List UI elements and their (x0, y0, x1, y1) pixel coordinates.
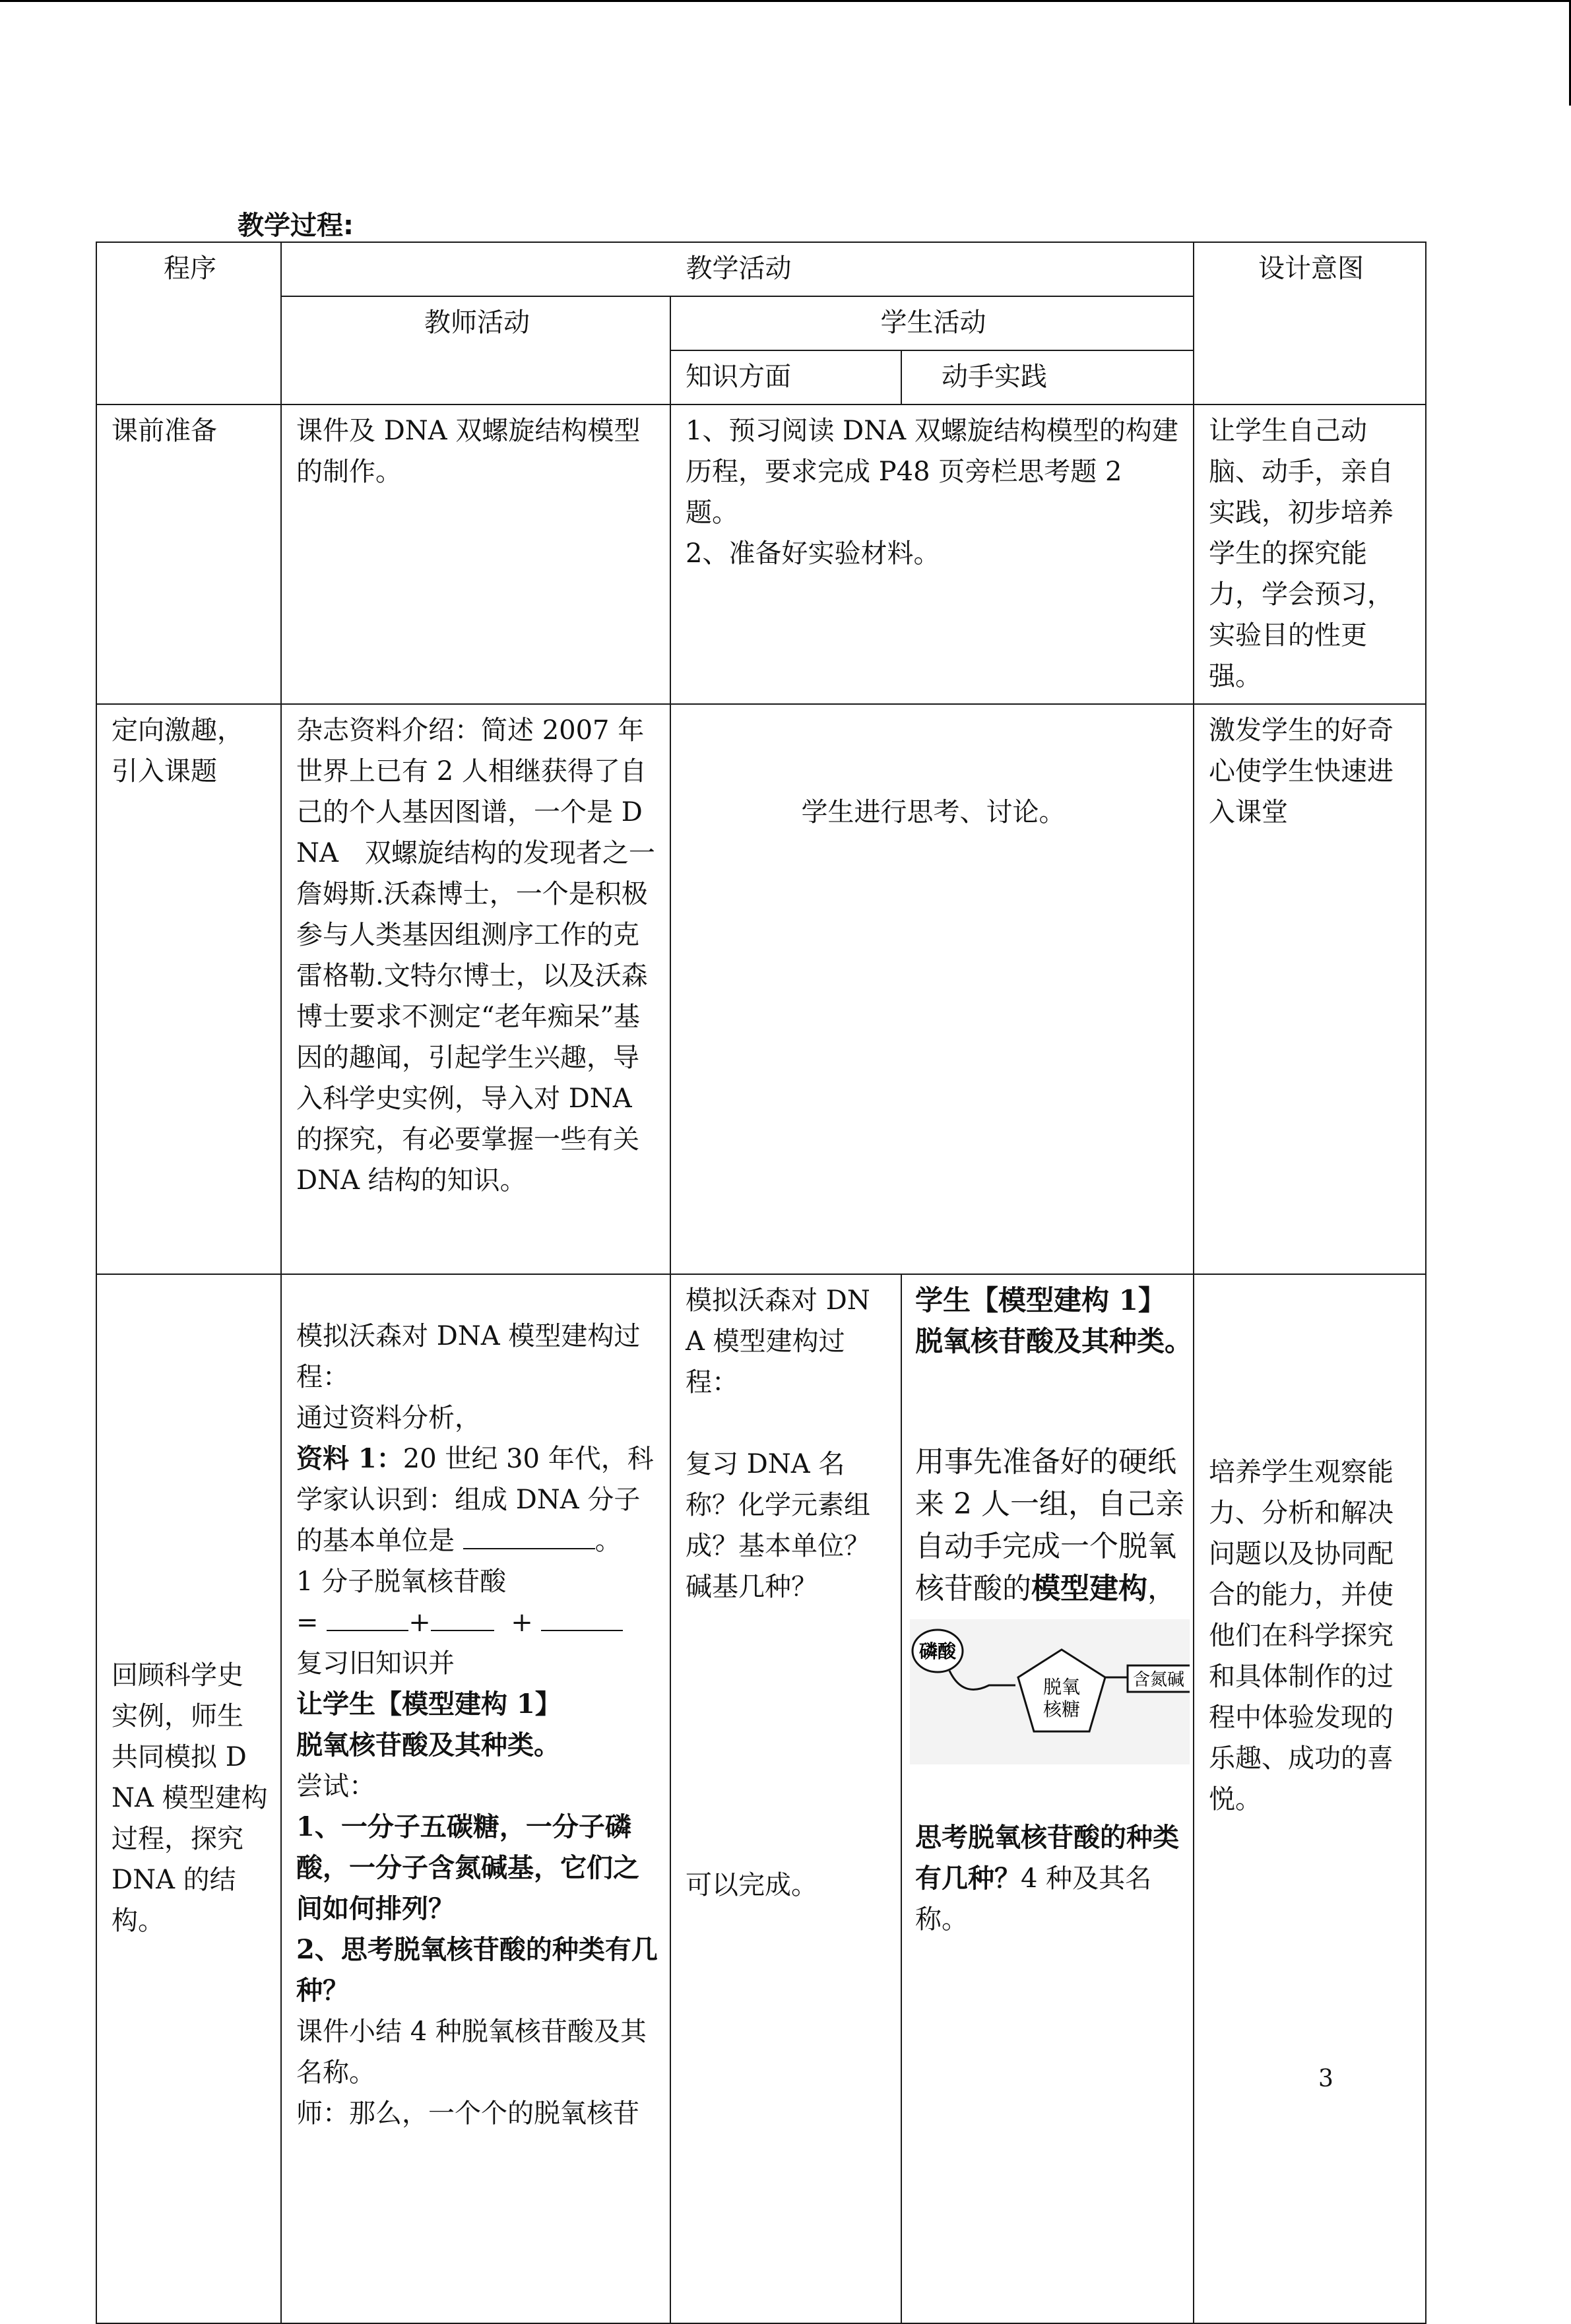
header-procedure: 程序 (96, 242, 281, 404)
header-hands-on: 动手实践 (901, 350, 1194, 404)
review-teacher-activity (281, 1274, 670, 2323)
header-design-intent: 设计意图 (1194, 242, 1426, 404)
review-teacher-line-13: 师：那么，一个个的脱氧核苷 (296, 2098, 639, 2129)
review-teacher-line-9: 尝试： (296, 1771, 375, 1801)
phosphate-circle-icon (913, 1630, 963, 1672)
review-teacher-line-4: 1 分子脱氧核苷酸 (296, 1566, 507, 1597)
review-formula (296, 1602, 658, 1643)
hands-on-question: 思考脱氧核苷酸的种类有几种？ (915, 1822, 1179, 1894)
prep-teacher-activity: 课件及 DNA 双螺旋结构模型的制作。 (281, 404, 670, 704)
spacer (915, 1362, 1193, 1441)
section-title: 教学过程: (238, 210, 354, 241)
header-teacher-activity: 教师活动 (281, 296, 670, 404)
header-knowledge: 知识方面 (670, 350, 901, 404)
material-1-end: 。 (594, 1526, 622, 1556)
review-hands-on (901, 1274, 1194, 2323)
hands-on-bold: 模型建构 (1031, 1572, 1147, 1605)
review-question-2: 2、思考脱氧核苷酸的种类有几种？ (296, 1934, 658, 2006)
intro-student-activity: 学生进行思考、讨论。 (670, 704, 1194, 1274)
nitrogenous-base-box-icon (1128, 1665, 1190, 1692)
hands-on-answer: 4 种及其名称。 (915, 1863, 1152, 1935)
diagram-base-label: 含氮碱 (1133, 1670, 1185, 1690)
nucleotide-diagram (910, 1619, 1190, 1764)
formula-equals: = (296, 1607, 319, 1638)
review-knowledge-line-3: 可以完成。 (686, 1870, 818, 1900)
review-teacher-line-8: 脱氧核苷酸及其种类。 (296, 1729, 560, 1760)
review-hands-on-line-2 (915, 1441, 1193, 1610)
review-teacher-line-7: 让学生【模型建构 1】 (296, 1689, 561, 1720)
intro-teacher-activity: 杂志资料介绍：简述 2007 年世界上已有 2 人相继获得了自己的个人基因图谱，一个是 DNA 双螺旋结构的发现者之一詹姆斯.沃森博士，一个是积极参与人类基因组测序工作的克雷格勒.文特尔博士，以及沃森博士要求不测定“老年痴呆”基因的趣闻，引起学生兴趣，导入科学史实例，导入对 DNA 的探究，有必要掌握一些有关 DNA 结构的知识。 (281, 704, 670, 1274)
prep-design-intent: 让学生自己动脑、动手，亲自实践，初步培养学生的探究能力，学会预习，实验目的性更强。 (1194, 404, 1426, 704)
review-hands-on-line-3 (915, 1817, 1193, 1940)
header-student-activity: 学生活动 (670, 296, 1194, 350)
review-hands-on-line-1: 学生【模型建构 1】脱氧核苷酸及其种类。 (915, 1284, 1193, 1357)
review-teacher-line-2: 通过资料分析， (296, 1403, 481, 1433)
fill-blank-2 (431, 1603, 494, 1631)
material-1-text: 20 世纪 30 年代，科学家认识到：组成 DNA 分子的基本单位是 (296, 1444, 654, 1556)
hands-on-text: 用事先准备好的硬纸来 2 人一组，自己亲自动手完成一个脱氧核苷酸的 (915, 1445, 1184, 1605)
intro-procedure: 定向激趣，引入课题 (96, 704, 281, 1274)
material-1-label: 资料 1： (296, 1443, 403, 1474)
row-pre-class-preparation (96, 404, 1426, 704)
hands-on-end: ， (1147, 1572, 1176, 1605)
prep-student-item-2: 2、准备好实验材料。 (686, 538, 940, 569)
formula-plus-1: + (408, 1607, 431, 1638)
prep-student-activity (670, 404, 1194, 704)
header-row-1 (96, 242, 1426, 296)
spacer (915, 1764, 1193, 1817)
review-teacher-line-6: 复习旧知识并 (296, 1648, 455, 1679)
review-material-1 (296, 1438, 658, 1561)
review-knowledge-line-1: 模拟沃森对 DNA 模型建构过程： (686, 1285, 870, 1398)
fill-blank-1 (327, 1603, 408, 1631)
teaching-process-table (96, 242, 1427, 2324)
diagram-phosphate-label: 磷酸 (918, 1640, 957, 1662)
intro-design-intent: 激发学生的好奇心使学生快速进入课堂 (1194, 704, 1426, 1274)
row-introduction (96, 704, 1426, 1274)
header-teaching-activities: 教学活动 (281, 242, 1194, 296)
spacer (686, 1403, 889, 1444)
diagram-sugar-label-1: 脱氧 (1042, 1676, 1081, 1698)
page-number: 3 (1318, 2065, 1333, 2092)
review-procedure: 回顾科学史实例，师生共同模拟 DNA 模型建构过程，探究 DNA 的结构。 (96, 1274, 281, 2323)
prep-student-item-1: 1、预习阅读 DNA 双螺旋结构模型的构建历程，要求完成 P48 页旁栏思考题 2 题。 (686, 416, 1178, 528)
fill-blank-basic-unit (463, 1522, 595, 1549)
review-teacher-line-1: 模拟沃森对 DNA 模型建构过程： (296, 1321, 641, 1392)
prep-procedure: 课前准备 (96, 404, 281, 704)
review-teacher-line-12: 课件小结 4 种脱氧核苷酸及其名称。 (296, 2017, 647, 2088)
review-knowledge-line-2: 复习 DNA 名称？化学元素组成？基本单位？碱基几种？ (686, 1449, 870, 1602)
row-history-review (96, 1274, 1426, 2323)
review-design-intent: 培养学生观察能力、分析和解决问题以及协同配合的能力，并使他们在科学探究和具体制作的过程中体验发现的乐趣、成功的喜悦。 (1194, 1274, 1426, 2323)
page-top-border (0, 0, 1571, 2)
review-question-1: 1、一分子五碳糖，一分子磷酸，一分子含氮碱基，它们之间如何排列？ (296, 1811, 639, 1924)
review-knowledge (670, 1274, 901, 2323)
fill-blank-3 (541, 1603, 623, 1631)
diagram-sugar-label-2: 核糖 (1042, 1698, 1081, 1720)
formula-plus-2: + (511, 1607, 533, 1638)
